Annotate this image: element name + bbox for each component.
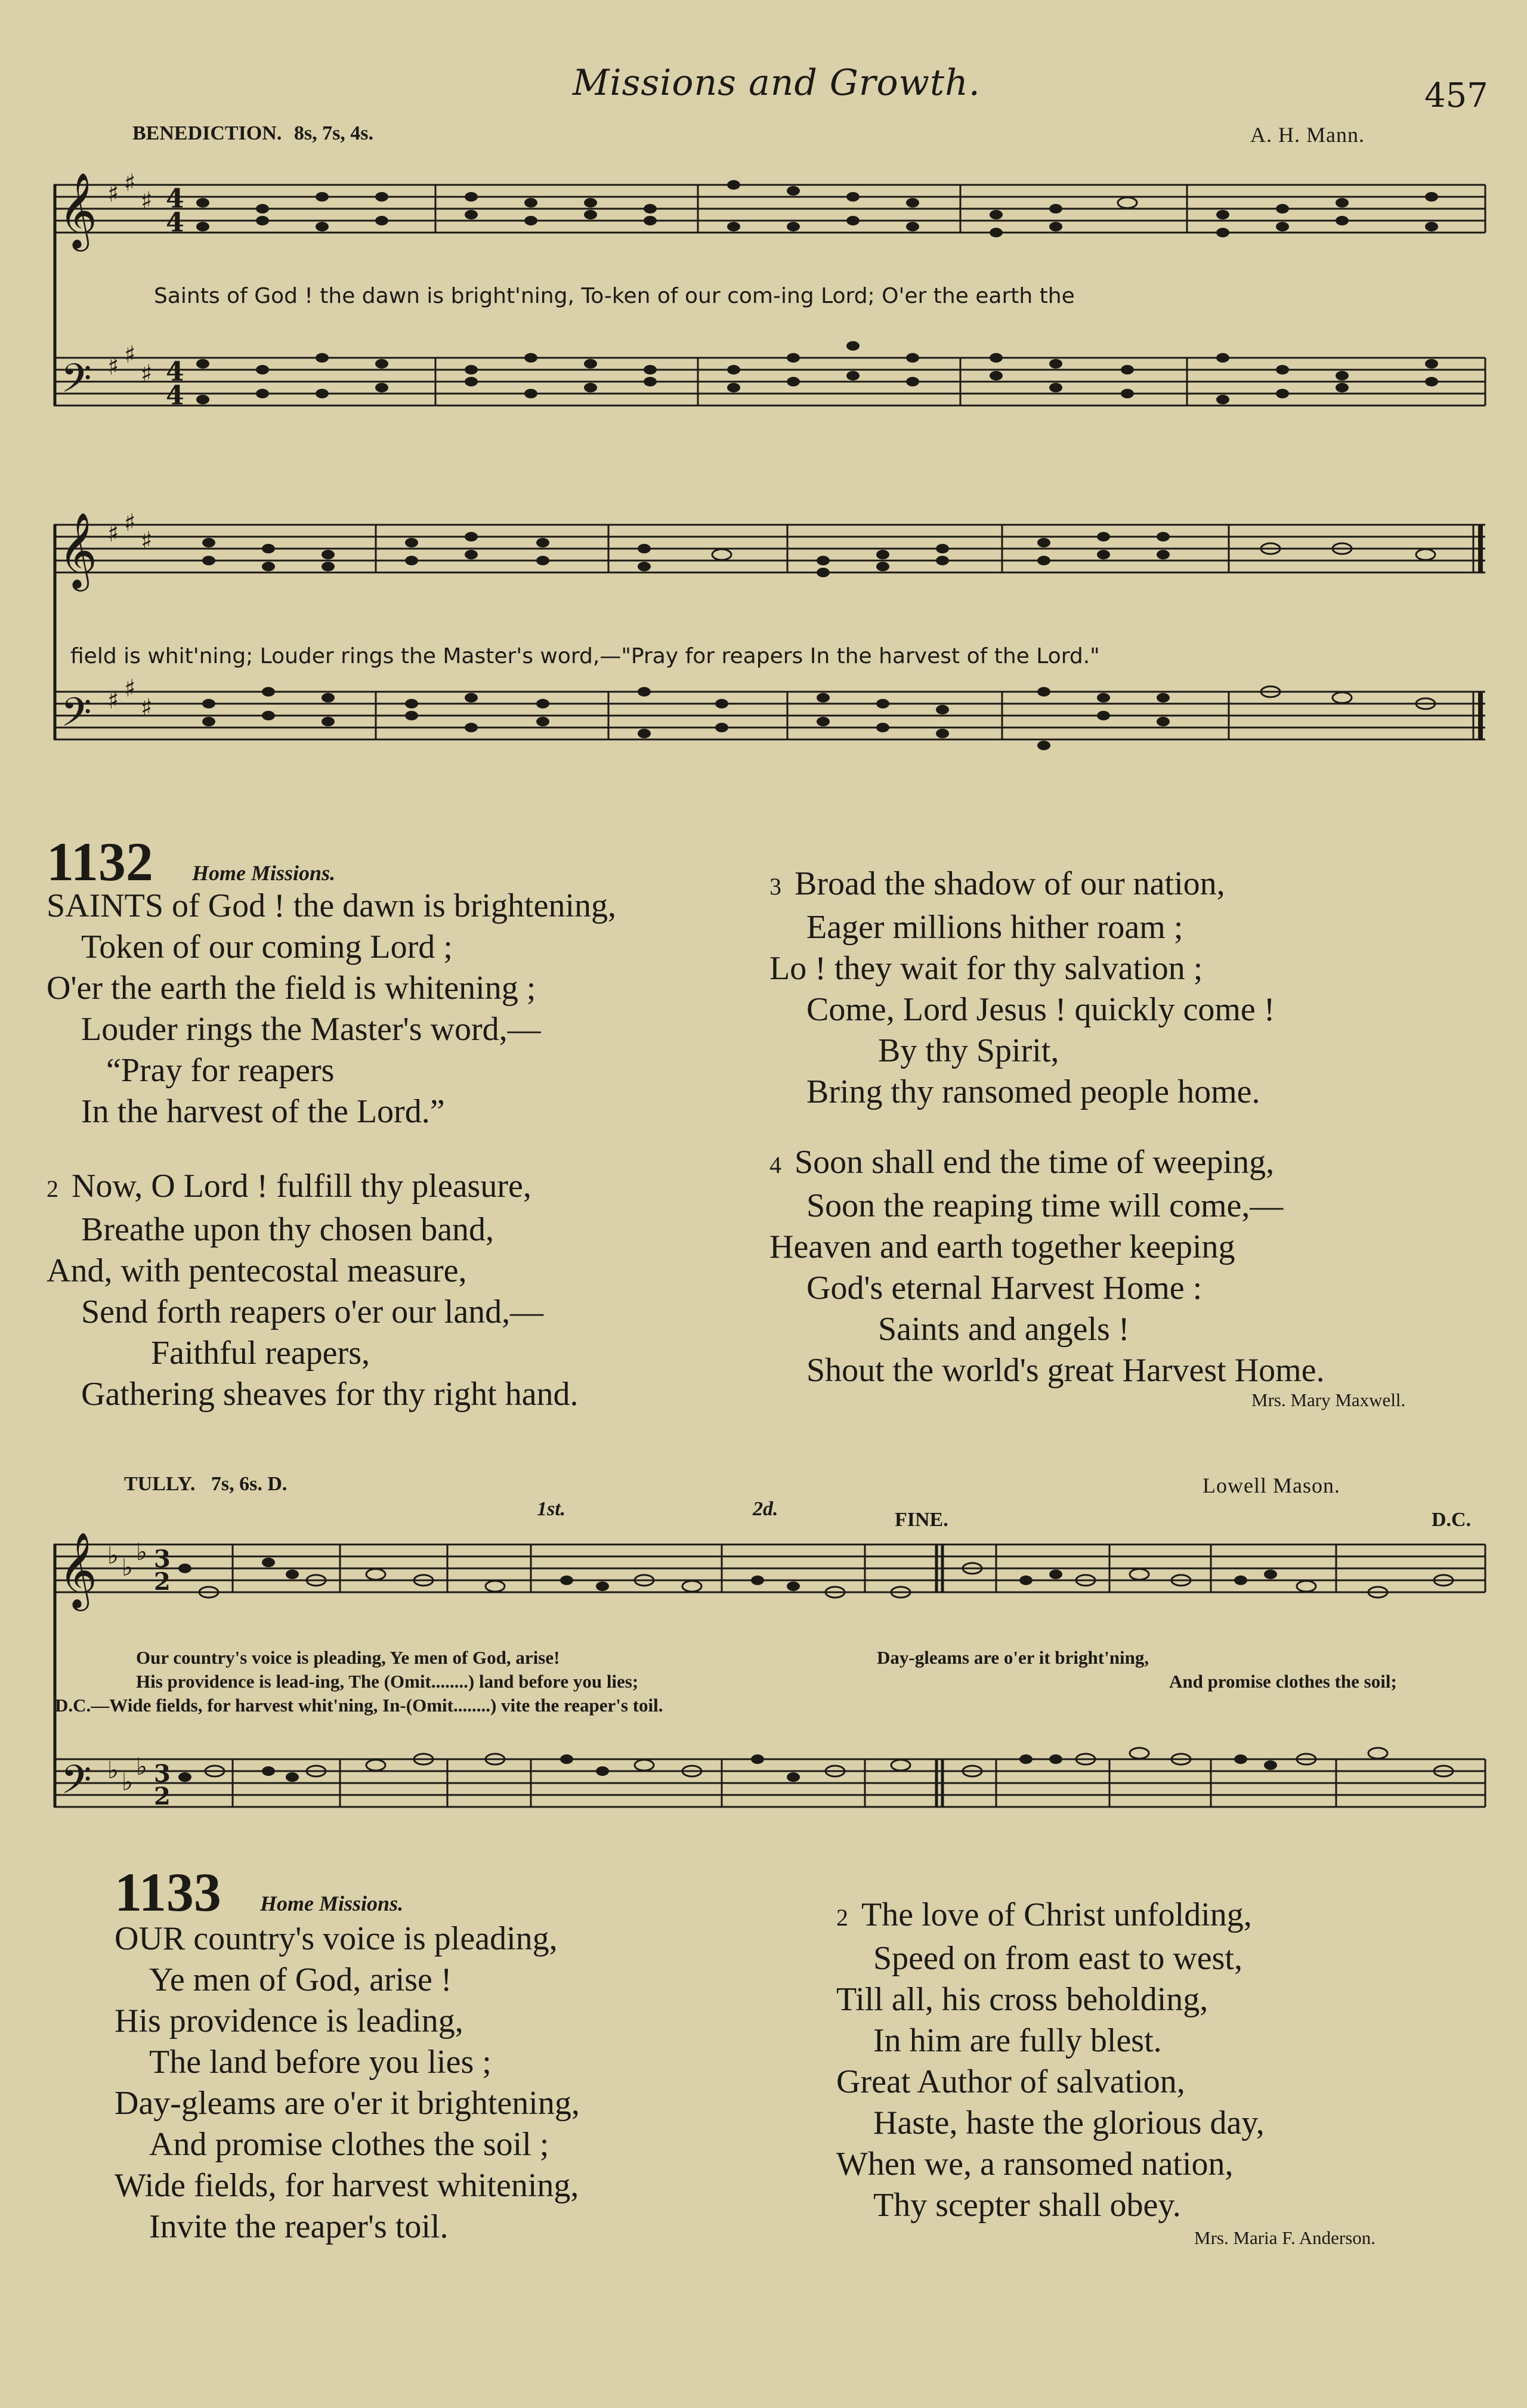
fine-marker: FINE. <box>895 1509 948 1531</box>
lyrics-line-d: Day-gleams are o'er it bright'ning, <box>877 1647 1149 1668</box>
svg-text:♯: ♯ <box>141 360 153 388</box>
verse-2 <box>836 1895 1265 2226</box>
svg-text:𝄞: 𝄞 <box>58 1531 98 1608</box>
svg-text:𝄢: 𝄢 <box>61 355 92 411</box>
lyrics-line-e: And promise clothes the soil; <box>1169 1671 1397 1692</box>
svg-text:♯: ♯ <box>107 687 119 714</box>
verse-number: 2 <box>836 1904 848 1931</box>
verse-line: Lo ! they wait for thy salvation ; <box>769 950 1203 987</box>
svg-text:♭: ♭ <box>107 1542 119 1570</box>
verse-line: His providence is leading, <box>115 2002 463 2039</box>
hymn-category: Home Missions. <box>260 1892 404 1915</box>
verse-line: Breathe upon thy chosen band, <box>81 1211 494 1248</box>
verse-number: 2 <box>47 1175 58 1202</box>
verse-line: And promise clothes the soil ; <box>149 2126 549 2163</box>
verse-line: The land before you lies ; <box>149 2044 492 2081</box>
verse-2 <box>47 1166 579 1415</box>
svg-text:♭: ♭ <box>136 1539 147 1566</box>
verse-line: Soon the reaping time will come,— <box>806 1187 1284 1224</box>
verse-number: 3 <box>769 873 781 900</box>
verse-line: Saints and angels ! <box>878 1311 1130 1348</box>
svg-text:𝄞: 𝄞 <box>58 512 98 588</box>
tune-meter: 8s, 7s, 4s. <box>293 122 374 144</box>
verse-line: And, with pentecostal measure, <box>47 1252 467 1289</box>
svg-text:𝄢: 𝄢 <box>61 1757 92 1812</box>
verse-line: God's eternal Harvest Home : <box>806 1270 1203 1307</box>
section-title: Missions and Growth. <box>573 62 981 104</box>
svg-text:2: 2 <box>154 1782 171 1810</box>
lyrics-line-a: Our country's voice is pleading, Ye men of God, arise! <box>136 1647 560 1668</box>
svg-text:♭: ♭ <box>122 1554 133 1581</box>
svg-text:4: 4 <box>166 208 184 238</box>
verse-line: “Pray for reapers <box>106 1052 335 1089</box>
svg-text:♯: ♯ <box>107 180 119 208</box>
page-number: 457 <box>1424 76 1488 115</box>
tune-name <box>124 1473 287 1496</box>
verse-line: Now, O Lord ! fulfill thy pleasure, <box>72 1168 531 1205</box>
hymn-category: Home Missions. <box>192 861 336 885</box>
verse-line: Louder rings the Master's word,— <box>81 1011 541 1048</box>
verse-1 <box>47 886 616 1132</box>
hymn-number: 1133 <box>115 1862 221 1923</box>
verse-line: Gathering sheaves for thy right hand. <box>81 1376 579 1413</box>
composer: Lowell Mason. <box>1203 1474 1340 1497</box>
svg-text:♯: ♯ <box>107 353 119 380</box>
verse-3 <box>769 863 1275 1113</box>
verse-line: Day-gleams are o'er it brightening, <box>115 2085 580 2122</box>
svg-text:4: 4 <box>166 184 184 214</box>
svg-text:2: 2 <box>154 1568 171 1596</box>
tune-meter: 7s, 6s. D. <box>211 1473 288 1495</box>
svg-text:3: 3 <box>154 1760 171 1788</box>
svg-text:♭: ♭ <box>122 1769 133 1796</box>
verse-line: SAINTS of God ! the dawn is brightening, <box>47 887 617 924</box>
svg-text:♯: ♯ <box>107 520 119 547</box>
verse-line: When we, a ransomed nation, <box>836 2146 1234 2183</box>
first-ending-label: 1st. <box>537 1498 566 1520</box>
verse-line: In the harvest of the Lord.” <box>81 1093 445 1130</box>
verse-line: Faithful reapers, <box>151 1335 370 1372</box>
hymn-author: Mrs. Mary Maxwell. <box>1251 1389 1406 1410</box>
hymn-heading <box>115 1861 403 1924</box>
svg-text:4: 4 <box>166 357 184 387</box>
music-system-1 <box>42 149 1491 805</box>
verse-line: By thy Spirit, <box>878 1032 1059 1069</box>
verse-number: 4 <box>769 1152 781 1178</box>
composer: A. H. Mann. <box>1250 123 1365 147</box>
verse-line: OUR country's voice is pleading, <box>115 1920 558 1957</box>
hymn-number: 1132 <box>47 831 153 892</box>
tune-name <box>132 122 373 145</box>
verse-line: In him are fully blest. <box>873 2022 1162 2059</box>
hymn-heading <box>47 830 335 893</box>
tune-title: TULLY. <box>124 1473 196 1495</box>
lyrics-line-c: D.C.—Wide fields, for harvest whit'ning, In-(Omit........) vite the reaper's toil. <box>55 1695 663 1716</box>
svg-text:♭: ♭ <box>136 1753 147 1781</box>
verse-line: Wide fields, for harvest whitening, <box>115 2167 579 2204</box>
svg-text:𝄞: 𝄞 <box>58 172 98 248</box>
lyrics-line-1: Saints of God ! the dawn is bright'ning, To-ken of our com-ing Lord; O'er the earth the <box>154 284 1075 308</box>
verse-line: Great Author of salvation, <box>836 2063 1185 2100</box>
verse-4 <box>769 1142 1325 1391</box>
lyrics-line-b: His providence is lead-ing, The (Omit........) land before you lies; <box>136 1671 639 1692</box>
svg-text:♯: ♯ <box>141 694 153 722</box>
verse-line: Haste, haste the glorious day, <box>873 2104 1265 2141</box>
verse-line: Broad the shadow of our nation, <box>795 865 1225 902</box>
verse-line: The love of Christ unfolding, <box>861 1896 1252 1933</box>
verse-line: Token of our coming Lord ; <box>81 928 453 965</box>
verse-line: O'er the earth the field is whitening ; <box>47 970 536 1007</box>
verse-line: Speed on from east to west, <box>873 1940 1242 1977</box>
verse-line: Invite the reaper's toil. <box>149 2208 449 2245</box>
verse-line: Bring thy ransomed people home. <box>806 1073 1260 1110</box>
hymn-author: Mrs. Maria F. Anderson. <box>1194 2227 1376 2248</box>
svg-text:♭: ♭ <box>107 1757 119 1784</box>
verse-line: Come, Lord Jesus ! quickly come ! <box>806 991 1275 1028</box>
verse-line: Ye men of God, arise ! <box>149 1961 452 1998</box>
verse-1 <box>115 1918 580 2248</box>
verse-line: Soon shall end the time of weeping, <box>795 1144 1275 1181</box>
verse-line: Till all, his cross beholding, <box>836 1981 1208 2018</box>
verse-line: Heaven and earth together keeping <box>769 1228 1235 1265</box>
verse-line: Thy scepter shall obey. <box>873 2187 1181 2224</box>
tune-title: BENEDICTION. <box>132 122 282 144</box>
verse-line: Send forth reapers o'er our land,— <box>81 1293 544 1330</box>
verse-line: Shout the world's great Harvest Home. <box>806 1352 1325 1389</box>
svg-text:♯: ♯ <box>124 169 136 197</box>
svg-text:♯: ♯ <box>141 187 153 215</box>
dc-marker: D.C. <box>1432 1509 1472 1531</box>
svg-text:3: 3 <box>154 1545 171 1573</box>
lyrics-line-2: field is whit'ning; Louder rings the Master's word,—"Pray for reapers In the harvest of the Lord." <box>70 644 1100 668</box>
svg-text:4: 4 <box>166 380 184 411</box>
verse-line: Eager millions hither roam ; <box>806 909 1183 946</box>
svg-text:♯: ♯ <box>124 341 136 369</box>
second-ending-label: 2d. <box>753 1498 778 1520</box>
svg-text:♯: ♯ <box>124 509 136 537</box>
svg-text:𝄢: 𝄢 <box>61 689 92 745</box>
svg-text:♯: ♯ <box>124 675 136 702</box>
svg-text:♯: ♯ <box>141 527 153 555</box>
